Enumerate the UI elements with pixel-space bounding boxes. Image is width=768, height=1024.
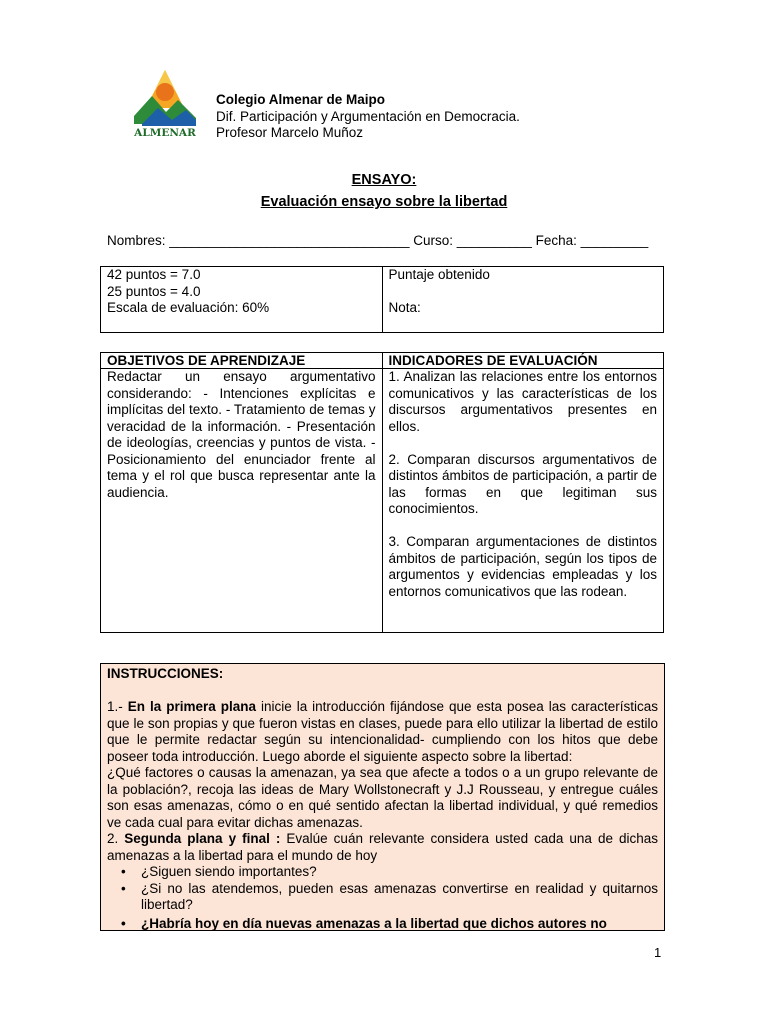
question-item: • ¿Siguen siendo importantes?: [129, 864, 658, 881]
indicator-item: 3. Comparan argumentaciones de distintos ámbitos de participación, según los tipos de argumentos y evidencias empleadas y los entornos comunicativos que las rodean.: [388, 534, 657, 599]
objective-text: Redactar un ensayo argumentativo considerando: - Intenciones explícitas e implícitas del texto. - Tratamiento de temas y veracidad de la información. - Presentación de ideologías, creencias y puntos de vista. - Posicionamiento del enunciador frente al tema y el rol que busca representar ante la audiencia.: [107, 369, 376, 500]
indicators-cell: [382, 369, 664, 633]
scale-line: Escala de evaluación: 60%: [107, 300, 270, 315]
school-logo: [128, 68, 202, 140]
school-name: Colegio Almenar de Maipo: [216, 92, 386, 107]
instruction-paragraph: [107, 831, 658, 864]
logo-text: ALMENAR: [134, 127, 196, 139]
result-cell: [382, 267, 664, 333]
indicator-item: 1. Analizan las relaciones entre los entornos comunicativos y las características de los discursos argumentativos presentes en ellos.: [388, 369, 657, 434]
objectives-table: [100, 352, 664, 633]
grade-label: Nota:: [388, 300, 421, 315]
objectives-header: OBJETIVOS DE APRENDIZAJE: [101, 353, 383, 369]
question-item: • ¿Habría hoy en día nuevas amenazas a la libertad que dichos autores no: [129, 916, 658, 932]
instruction-emphasis: Segunda plana y final :: [124, 831, 281, 846]
teacher-name: Profesor Marcelo Muñoz: [216, 125, 364, 140]
score-table: [100, 266, 664, 333]
instructions-heading: INSTRUCCIONES:: [107, 666, 224, 681]
indicators-header: INDICADORES DE EVALUACIÓN: [382, 353, 664, 369]
department-name: Dif. Participación y Argumentación en Democracia.: [216, 108, 520, 124]
scale-line: 25 puntos = 4.0: [107, 283, 201, 299]
document-subtitle: Evaluación ensayo sobre la libertad: [260, 194, 508, 210]
instruction-number: 1.-: [107, 699, 128, 714]
instruction-emphasis: En la primera plana: [127, 699, 256, 714]
indicator-item: 2. Comparan discursos argumentativos de distintos ámbitos de participación, a partir de las formas en que legitiman sus conocimientos.: [388, 451, 657, 516]
grading-scale-cell: [101, 267, 383, 333]
scale-line: 42 puntos = 7.0: [107, 267, 201, 282]
page-number: 1: [654, 945, 662, 960]
student-info-line: Nombres: ________________________________ Curso: __________ Fecha: _________: [107, 233, 649, 248]
question-item: • ¿Si no las atendemos, pueden esas amenazas convertirse en realidad y quitarnos libertad?: [129, 881, 658, 914]
question-list: [107, 864, 658, 931]
instruction-number: 2.: [107, 831, 125, 846]
instruction-text: Evalúe cuán relevante considera usted cada una de dichas amenazas a la libertad para el mundo de hoy: [107, 831, 658, 863]
document-title: ENSAYO:: [351, 172, 417, 188]
instructions-box: [100, 663, 665, 931]
instruction-text: inicie la introducción fijándose que esta posea las características que le son propias y que fueron vistas en clases, puede para ello utilizar la libertad de estilo que le permite redactar según su intencionalidad- cumpliendo con los hitos que debe poseer toda introducción. Luego aborde el siguiente aspecto sobre la libertad:: [107, 699, 658, 764]
objective-cell: [101, 369, 383, 633]
instruction-question: ¿Qué factores o causas la amenazan, ya sea que afecte a todos o a un grupo relevante de la población?, recoja las ideas de Mary Wollstonecraft y J.J Rousseau, y entregue cuáles son esas amenazas, cómo o en qué sentido afectan la libertad individual, y qué remedios ve cada cual para evitar dichas amenazas.: [107, 765, 658, 830]
school-header: [216, 92, 520, 142]
score-obtained-label: Puntaje obtenido: [388, 267, 490, 282]
instruction-paragraph: [107, 699, 658, 765]
